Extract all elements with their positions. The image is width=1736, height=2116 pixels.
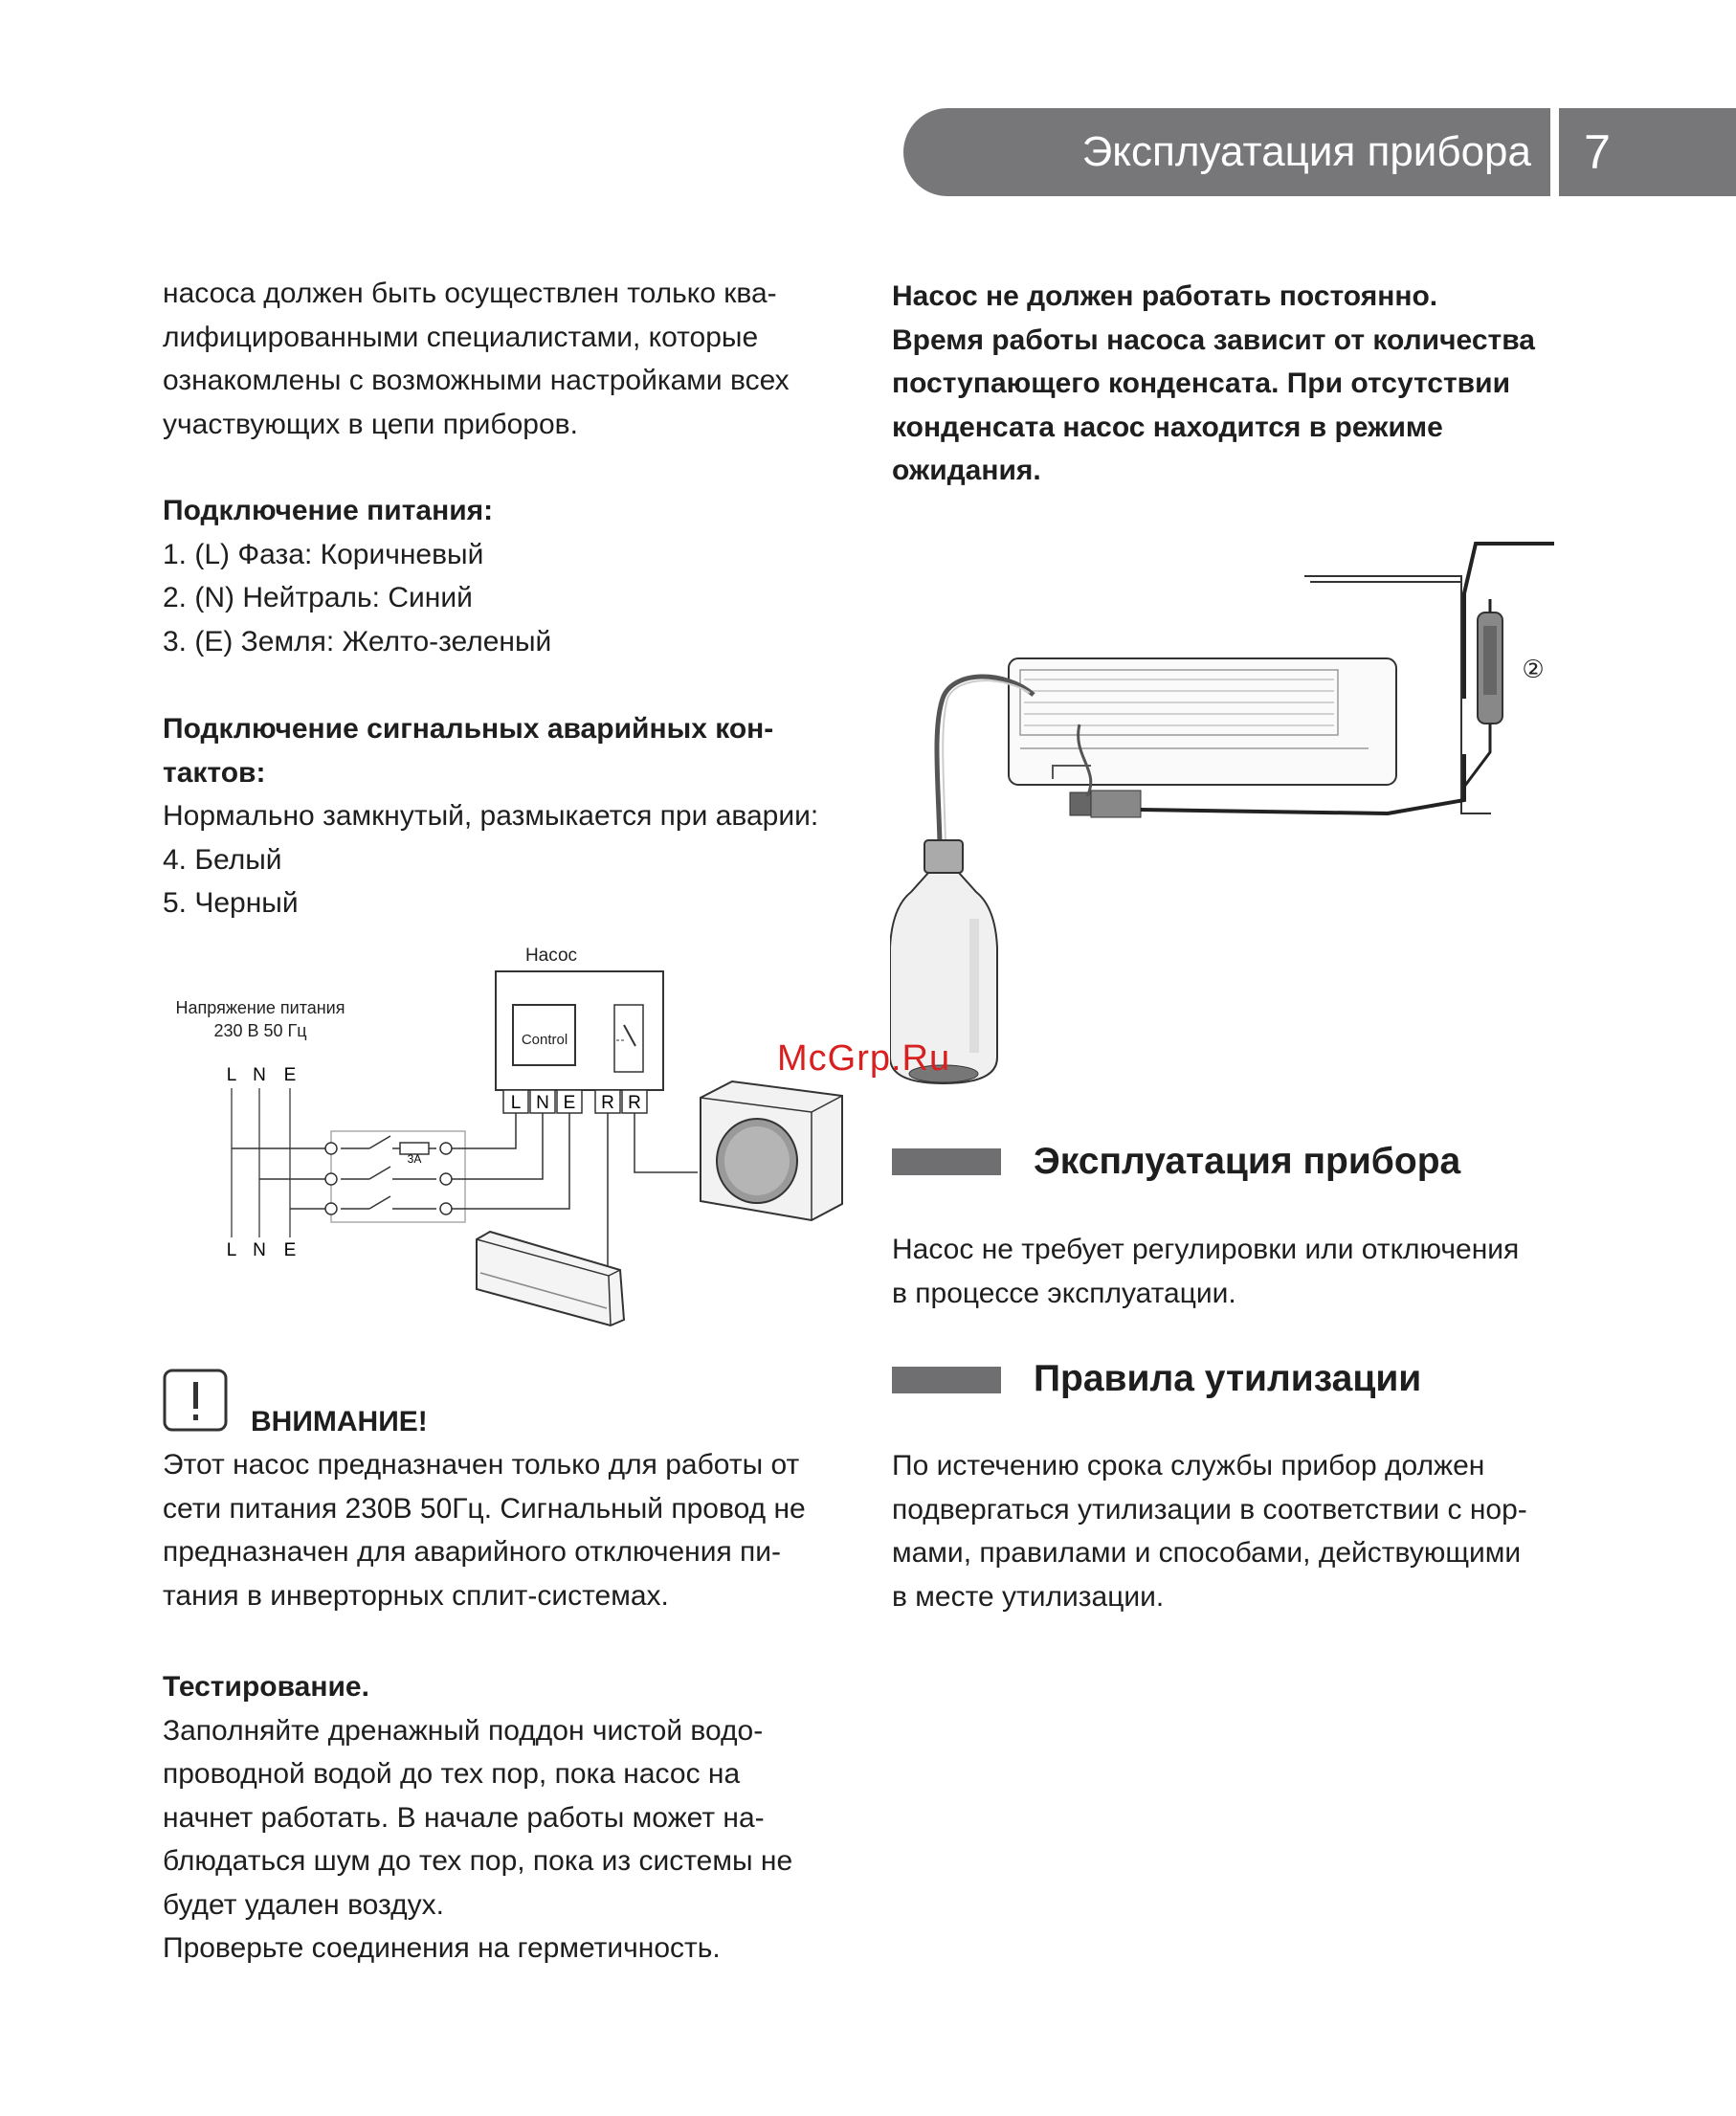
- list-item: 4. Белый: [163, 843, 282, 876]
- list-item: 2. (N) Нейтраль: Синий: [163, 582, 473, 613]
- note-line: поступающего конденсата. При отсутствии: [892, 368, 1511, 399]
- warning-title: ВНИМАНИЕ!: [251, 1406, 428, 1437]
- line-letter: N: [253, 1240, 266, 1260]
- terminal-label: E: [563, 1093, 576, 1113]
- warning-line: Этот насос предназначен только для работы от: [163, 1449, 800, 1481]
- alarm-section: [163, 707, 846, 925]
- disposal-line: подвергаться утилизации в соответствии с нор-: [892, 1493, 1527, 1526]
- section-bar: [892, 1367, 1001, 1393]
- note-paragraph: [892, 275, 1573, 493]
- list-item: 5. Черный: [163, 887, 299, 919]
- list-item: 3. (E) Земля: Желто-зеленый: [163, 625, 552, 657]
- intro-line: ознакомлены с возможными настройками всех: [163, 365, 790, 396]
- alarm-heading: Подключение сигнальных аварийных кон-: [163, 713, 774, 745]
- supply-label: Напряжение питания: [175, 998, 345, 1017]
- outdoor-unit-illustration: [701, 1081, 842, 1220]
- terminal-label: R: [628, 1093, 641, 1113]
- power-heading: Подключение питания:: [163, 495, 494, 526]
- alarm-heading: тактов:: [163, 756, 266, 789]
- testing-line: будет удален воздух.: [163, 1888, 444, 1921]
- testing-line: начнет работать. В начале работы может на-: [163, 1801, 765, 1834]
- alarm-desc: Нормально замкнутый, размыкается при аварии:: [163, 800, 819, 832]
- warning-line: предназначен для аварийного отключения пи-: [163, 1536, 782, 1568]
- intro-line: насоса должен быть осуществлен только ква-: [163, 278, 777, 309]
- operation-paragraph: [892, 1228, 1573, 1315]
- testing-heading: Тестирование.: [163, 1671, 369, 1703]
- intro-paragraph: [163, 272, 846, 446]
- line-letter: L: [226, 1240, 237, 1260]
- supply-label: 230 В 50 Гц: [213, 1021, 307, 1040]
- page-number: 7: [1584, 125, 1611, 179]
- control-label: Control: [521, 1032, 568, 1048]
- note-line: конденсата насос находится в режиме: [892, 411, 1443, 443]
- testing-section: [163, 1665, 846, 1971]
- warning-icon: [163, 1369, 230, 1434]
- terminal-label: L: [510, 1093, 522, 1113]
- warning-line: сети питания 230В 50Гц. Сигнальный провод не: [163, 1492, 806, 1525]
- disposal-line: По истечению срока службы прибор должен: [892, 1450, 1485, 1481]
- indoor-unit-illustration: [477, 1232, 624, 1325]
- testing-line: Проверьте соединения на герметичность.: [163, 1932, 721, 1964]
- operation-line: в процессе эксплуатации.: [892, 1277, 1236, 1309]
- line-letter: E: [283, 1240, 297, 1260]
- terminal-label: N: [536, 1093, 549, 1113]
- note-line: Насос не должен работать постоянно.: [892, 280, 1438, 312]
- intro-line: участвующих в цепи приборов.: [163, 408, 578, 440]
- note-line: Время работы насоса зависит от количества: [892, 323, 1535, 356]
- terminal-label: R: [601, 1093, 614, 1113]
- terminal-block: [503, 1090, 647, 1113]
- disposal-line: в месте утилизации.: [892, 1580, 1165, 1613]
- testing-line: Заполняйте дренажный поддон чистой водо-: [163, 1714, 764, 1747]
- line-letter: N: [253, 1065, 266, 1085]
- wiring-diagram: [153, 933, 861, 1335]
- operation-line: Насос не требует регулировки или отключения: [892, 1234, 1520, 1265]
- testing-line: блюдаться шум до тех пор, пока из системы не: [163, 1845, 793, 1877]
- section-bar: [892, 1148, 1001, 1175]
- warning-text: [163, 1443, 846, 1617]
- list-item: 1. (L) Фаза: Коричневый: [163, 538, 484, 570]
- section-heading-disposal: Правила утилизации: [1034, 1358, 1422, 1399]
- line-letter: L: [226, 1065, 237, 1085]
- pump-label: Насос: [524, 946, 578, 966]
- callout-label: ②: [1522, 656, 1545, 684]
- page-title: Эксплуатация прибора: [1081, 128, 1531, 175]
- testing-line: проводной водой до тех пор, пока насос на: [163, 1758, 741, 1790]
- warning-line: тания в инверторных сплит-системах.: [163, 1579, 669, 1612]
- intro-line: лифицированными специалистами, которые: [163, 321, 759, 353]
- installation-illustration: [890, 536, 1560, 1091]
- fuse-label: 3A: [407, 1152, 422, 1166]
- power-section: [163, 489, 846, 663]
- header-separator: [1550, 108, 1559, 196]
- disposal-paragraph: [892, 1444, 1573, 1618]
- note-line: ожидания.: [892, 455, 1041, 486]
- disposal-line: мами, правилами и способами, действующими: [892, 1537, 1522, 1569]
- section-heading-operation: Эксплуатация прибора: [1034, 1141, 1461, 1182]
- watermark: McGrp.Ru: [777, 1038, 951, 1079]
- line-letter: E: [283, 1065, 297, 1085]
